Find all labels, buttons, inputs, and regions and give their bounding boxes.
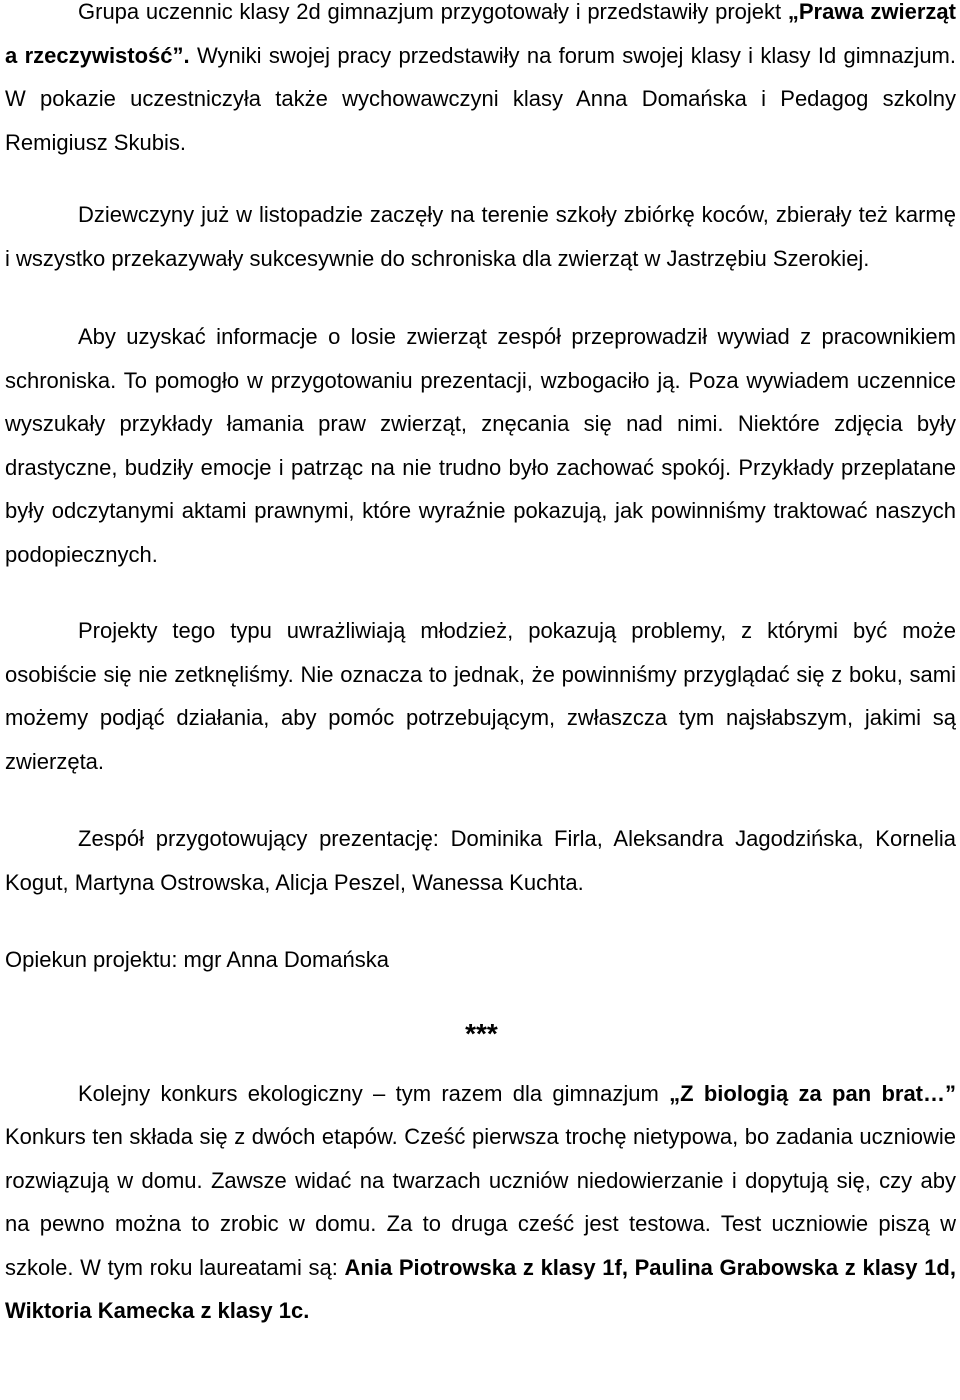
spacer xyxy=(5,982,956,1014)
paragraph-collection: Dziewczyny już w listopadzie zaczęły na terenie szkoły zbiórkę koców, zbierały też karmę i wszystko przekazywały sukcesywnie do schroniska dla zwierząt w Jastrzębiu Szerokiej. xyxy=(5,202,956,271)
spacer xyxy=(5,783,956,817)
paragraph-awareness: Projekty tego typu uwrażliwiają młodzież, pokazują problemy, z którymi być może osobiście się nie zetknęliśmy. Nie oznacza to jednak, że powinniśmy przyglądać się z boku, sami możemy podjąć działania, aby pomóc potrzebującym, zwłaszcza tym najsłabszym, jakimi są zwierzęta. xyxy=(5,618,956,774)
paragraph-team: Zespół przygotowujący prezentację: Dominika Firla, Aleksandra Jagodzińska, Kornelia Kogut, Martyna Ostrowska, Alicja Peszel, Wanessa Kuchta. xyxy=(5,826,956,895)
project-title: „Prawa zwierząt a rzeczywistość”. xyxy=(5,0,956,68)
contest-text-start: Kolejny konkurs ekologiczny – tym razem dla gimnazjum xyxy=(78,1080,670,1106)
spacer xyxy=(5,164,956,193)
section-separator: *** xyxy=(465,1017,498,1049)
document-page xyxy=(5,0,956,1333)
contest-winners: Ania Piotrowska z klasy 1f, Paulina Grabowska z klasy 1d, Wiktoria Kamecka z klasy 1c. xyxy=(5,1254,956,1323)
paragraph-project-intro xyxy=(5,0,956,164)
intro-text-start: Grupa uczennic klasy 2d gimnazjum przygotowały i przedstawiły projekt xyxy=(78,0,788,24)
spacer xyxy=(5,1054,956,1072)
intro-text-end: Wyniki swojej pracy przedstawiły na forum swojej klasy i klasy Id gimnazjum. W pokazie uczestniczyła także wychowawczyni klasy Anna Domańska i Pedagog szkolny Remigiusz Skubis. xyxy=(5,42,956,155)
paragraph-contest xyxy=(5,1072,956,1333)
paragraph-interview: Aby uzyskać informacje o losie zwierząt zespół przeprowadził wywiad z pracownikiem schroniska. To pomogło w przygotowaniu prezentacji, wzbogaciło ją. Poza wywiadem uczennice wyszukały przykłady łamania praw zwierząt, znęcania się nad nimi. Niektóre zdjęcia były drastyczne, budziły emocje i patrząc na nie trudno było zachować spokój. Przykłady przeplatane były odczytanymi aktami prawnymi, które wyraźnie pokazują, jak powinniśmy traktować naszych podopiecznych. xyxy=(5,324,956,567)
contest-text-middle: Konkurs ten składa się z dwóch etapów. Cześć pierwsza trochę nietypowa, bo zadania uczniowie rozwiązują w domu. Zawsze widać na twarzach uczniów niedowierzanie i dopytują się, czy aby na pewno można to zrobic w domu. Za to druga cześć jest testowa. Test uczniowie piszą w szkole. W tym roku laureatami są: xyxy=(5,1124,956,1280)
contest-title: „Z biologią za pan brat…” xyxy=(669,1080,957,1106)
spacer xyxy=(5,904,956,938)
paragraph-supervisor: Opiekun projektu: mgr Anna Domańska xyxy=(5,947,389,972)
spacer xyxy=(5,576,956,609)
spacer xyxy=(5,280,956,315)
